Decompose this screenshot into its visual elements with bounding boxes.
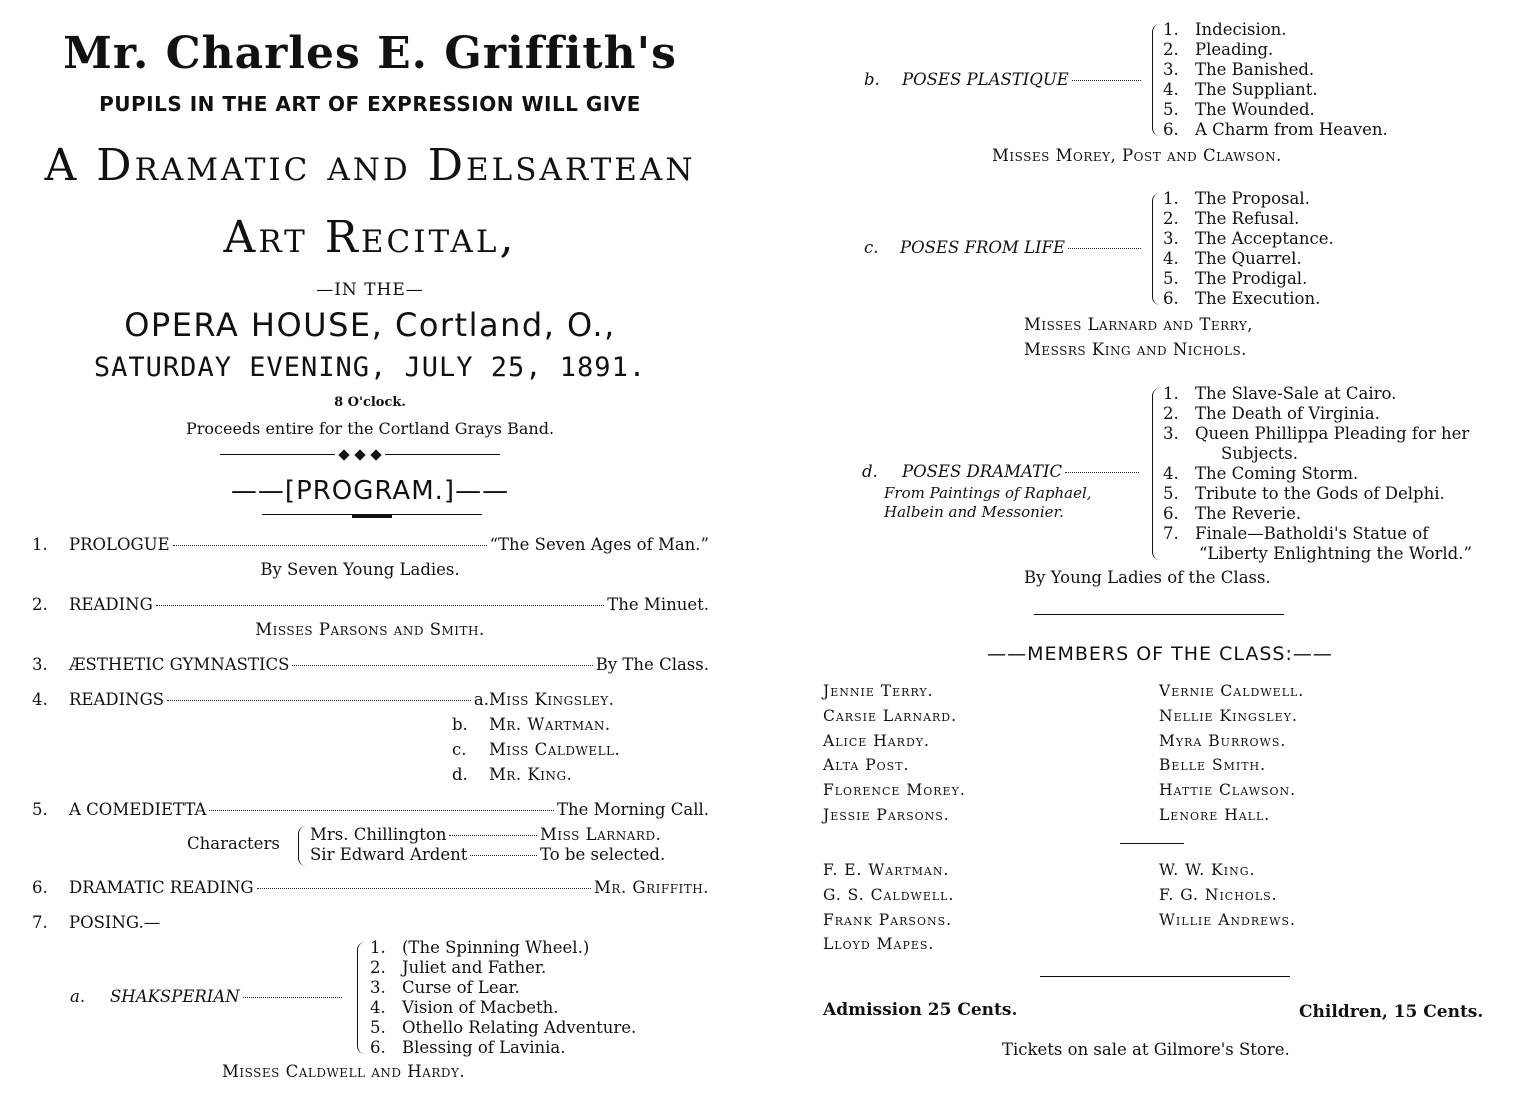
character-role-row <box>310 845 540 864</box>
pose-text: Blessing of Lavinia. <box>402 1038 566 1057</box>
item-number: 3. <box>32 655 48 674</box>
reading-name: Mr. Wartman. <box>489 715 611 734</box>
pose-text: Juliet and Father. <box>402 958 547 977</box>
member-name: Belle Smith. <box>1159 756 1267 775</box>
pose-source-note: From Paintings of Raphael, <box>884 484 1092 502</box>
reading-letter: b. <box>452 715 468 734</box>
item-number: 1. <box>32 535 48 554</box>
pose-num: 1. <box>1163 20 1179 39</box>
pose-item <box>1163 504 1472 524</box>
character-actor: To be selected. <box>540 845 666 864</box>
reading-name: Mr. King. <box>489 765 573 784</box>
character-role: Mrs. Chillington <box>310 825 447 844</box>
pose-item <box>370 978 636 998</box>
item-value: Mr. Griffith. <box>594 878 709 897</box>
pose-num: 6. <box>1163 120 1179 139</box>
pose-num <box>1189 444 1221 464</box>
pose-num: 6. <box>370 1038 386 1057</box>
pose-item <box>1163 60 1388 80</box>
program-item-3 <box>69 655 709 674</box>
reading-name: Miss Kingsley. <box>489 690 615 709</box>
pose-item <box>370 1018 636 1038</box>
reading-name: Miss Caldwell. <box>489 740 621 759</box>
program-heading: ——[PROGRAM.]—— <box>230 476 510 506</box>
character-actor: Miss Larnard. <box>540 825 662 844</box>
pose-item <box>1163 20 1388 40</box>
pose-text: The Slave-Sale at Cairo. <box>1195 384 1397 403</box>
pose-performers: Messrs King and Nichols. <box>1024 340 1247 359</box>
pose-group-title-text: POSES FROM LIFE <box>900 238 1066 257</box>
member-name: Carsie Larnard. <box>823 706 958 725</box>
pose-performers: Misses Caldwell and Hardy. <box>222 1062 466 1081</box>
divider <box>1040 976 1290 977</box>
item-label: POSING.— <box>69 913 161 932</box>
venue: OPERA HOUSE, Cortland, O., <box>124 306 616 344</box>
item-number: 5. <box>32 800 48 819</box>
member-name: Hattie Clawson. <box>1159 781 1297 800</box>
item-number: 6. <box>32 878 48 897</box>
pose-text: Indecision. <box>1195 20 1287 39</box>
item-number: 4. <box>32 690 48 709</box>
member-name: Lloyd Mapes. <box>823 935 935 954</box>
pose-letter: d. <box>862 462 878 481</box>
pose-text: The Banished. <box>1195 60 1315 79</box>
pose-group-title-text: SHAKSPERIAN <box>110 987 240 1006</box>
member-name: Jessie Parsons. <box>823 805 950 824</box>
pose-list <box>1163 189 1334 309</box>
characters-label: Characters <box>187 834 280 853</box>
pose-num: 3. <box>1163 60 1179 79</box>
pose-num: 1. <box>1163 189 1179 208</box>
pose-item <box>1163 229 1334 249</box>
pose-text: Othello Relating Adventure. <box>402 1018 637 1037</box>
pose-item <box>1163 524 1472 544</box>
pose-text: The Reverie. <box>1195 504 1302 523</box>
pose-item <box>370 998 636 1018</box>
admission-price: Admission 25 Cents. <box>823 1000 1018 1020</box>
pose-num: 3. <box>1163 424 1179 443</box>
pose-item <box>1163 484 1472 504</box>
pose-group-title <box>900 238 1144 257</box>
pose-letter: c. <box>864 238 879 257</box>
member-name: F. G. Nichols. <box>1159 885 1278 904</box>
member-name: Lenore Hall. <box>1159 805 1271 824</box>
member-name: Alta Post. <box>823 756 910 775</box>
member-name: W. W. King. <box>1159 861 1256 879</box>
characters-brace <box>298 826 307 866</box>
pose-text: The Execution. <box>1195 289 1321 308</box>
item-value: “The Seven Ages of Man.” <box>489 535 709 554</box>
pose-performers: By Young Ladies of the Class. <box>1024 568 1271 587</box>
pose-num: 2. <box>1163 40 1179 59</box>
item-value: By The Class. <box>595 655 709 674</box>
in-the-line: —IN THE— <box>316 280 424 300</box>
pose-num: 7. <box>1163 524 1179 543</box>
pose-num: 4. <box>1163 249 1179 268</box>
pose-list <box>1163 20 1388 140</box>
pose-num: 2. <box>370 958 386 977</box>
member-name: Frank Parsons. <box>823 910 953 929</box>
pose-text: The Suppliant. <box>1195 80 1318 99</box>
item-label: PROLOGUE <box>69 535 170 554</box>
pose-num: 5. <box>1163 100 1179 119</box>
pose-text: The Wounded. <box>1195 100 1315 119</box>
pose-text: Queen Phillippa Pleading for her <box>1195 424 1470 443</box>
pose-letter: a. <box>70 987 86 1006</box>
program-underline-bar <box>352 514 392 518</box>
pose-brace <box>1152 193 1161 305</box>
item-label: READINGS <box>69 690 165 709</box>
right-page <box>770 0 1535 1110</box>
program-item-6 <box>69 878 709 897</box>
character-role: Sir Edward Ardent <box>310 845 468 864</box>
pose-num: 3. <box>370 978 386 997</box>
item-value: The Morning Call. <box>557 800 709 819</box>
pose-list <box>1163 384 1472 564</box>
item-value: The Minuet. <box>607 595 709 614</box>
item-performers: Misses Parsons and Smith. <box>255 620 485 639</box>
item-performers: By Seven Young Ladies. <box>260 560 460 579</box>
proceeds-note: Proceeds entire for the Cortland Grays Band. <box>185 419 555 438</box>
children-price: Children, 15 Cents. <box>1299 1002 1484 1022</box>
pose-item <box>1163 40 1388 60</box>
event-date: SATURDAY EVENING, JULY 25, 1891. <box>93 352 647 383</box>
program-item-4 <box>69 690 489 709</box>
pose-text: Vision of Macbeth. <box>402 998 559 1017</box>
member-name: Myra Burrows. <box>1159 731 1287 750</box>
pose-item <box>1163 384 1472 404</box>
pose-item <box>370 1038 636 1058</box>
event-title-line1: A Dramatic and Delsartean <box>44 140 696 191</box>
pose-group-title <box>902 462 1142 481</box>
pose-num: 1. <box>1163 384 1179 403</box>
member-name: Florence Morey. <box>823 781 966 800</box>
pose-item <box>1163 189 1334 209</box>
pose-text: Subjects. <box>1221 444 1298 463</box>
program-item-2 <box>69 595 709 614</box>
pose-num: 4. <box>1163 80 1179 99</box>
pose-group-title-text: POSES PLASTIQUE <box>902 70 1069 89</box>
pose-item <box>1163 100 1388 120</box>
pose-performers: Misses Morey, Post and Clawson. <box>992 146 1282 165</box>
in-the-text: IN THE <box>334 280 406 300</box>
tickets-note: Tickets on sale at Gilmore's Store. <box>1002 1040 1290 1059</box>
pose-text: Finale—Batholdi's Statue of <box>1195 524 1429 543</box>
pose-brace <box>1152 388 1161 560</box>
page-title: Mr. Charles E. Griffith's <box>63 28 677 79</box>
pose-num: 4. <box>370 998 386 1017</box>
member-name: Alice Hardy. <box>823 731 930 750</box>
pose-num: 5. <box>370 1018 386 1037</box>
pose-item <box>370 938 636 958</box>
pose-group-title <box>902 70 1144 89</box>
pose-text: The Prodigal. <box>1195 269 1308 288</box>
members-heading-text: MEMBERS OF THE CLASS: <box>1027 643 1293 665</box>
left-page <box>0 0 760 1110</box>
pose-item <box>1163 544 1472 564</box>
pose-text: A Charm from Heaven. <box>1195 120 1388 139</box>
pose-item <box>1163 80 1388 100</box>
pose-text: The Death of Virginia. <box>1195 404 1380 423</box>
pose-num: 6. <box>1163 504 1179 523</box>
pose-num: 1. <box>370 938 386 957</box>
pose-num: 2. <box>1163 404 1179 423</box>
pose-item <box>1163 424 1472 444</box>
reading-letter: d. <box>452 765 468 784</box>
pose-item <box>1163 289 1334 309</box>
pose-item <box>1163 444 1472 464</box>
members-ladies-left <box>823 679 966 828</box>
member-name: Willie Andrews. <box>1159 910 1296 929</box>
pose-item <box>1163 249 1334 269</box>
pose-item <box>1163 404 1472 424</box>
pose-text: The Refusal. <box>1195 209 1300 228</box>
members-ladies-right <box>1159 679 1304 828</box>
item-label: READING <box>69 595 153 614</box>
event-time: 8 O'clock. <box>334 395 406 410</box>
pose-num: 5. <box>1163 269 1179 288</box>
event-title-line2: Art Recital, <box>223 212 517 263</box>
reading-letter: c. <box>452 740 467 759</box>
ornament-divider <box>220 448 500 462</box>
member-name: Jennie Terry. <box>823 682 934 700</box>
item-label: ÆSTHETIC GYMNASTICS <box>69 655 290 674</box>
pose-num: 6. <box>1163 289 1179 308</box>
pose-text: Tribute to the Gods of Delphi. <box>1195 484 1445 503</box>
pose-item <box>1163 464 1472 484</box>
member-name: G. S. Caldwell. <box>823 885 955 904</box>
pose-performers: Misses Larnard and Terry, <box>1024 315 1253 334</box>
pose-letter: b. <box>864 70 880 89</box>
program-item-5 <box>69 800 709 819</box>
pose-num: 3. <box>1163 229 1179 248</box>
program-item-1 <box>69 535 709 554</box>
pose-source-note: Halbein and Messonier. <box>884 503 1064 521</box>
pose-list <box>370 938 636 1058</box>
pose-group-title <box>110 987 345 1006</box>
pose-text: (The Spinning Wheel.) <box>402 938 590 957</box>
member-name: Vernie Caldwell. <box>1159 682 1305 700</box>
pose-item <box>370 958 636 978</box>
pose-item <box>1163 269 1334 289</box>
pose-item <box>1163 209 1334 229</box>
pose-brace <box>357 942 366 1054</box>
pose-text: Curse of Lear. <box>402 978 520 997</box>
short-divider <box>1120 843 1184 844</box>
pose-text: The Acceptance. <box>1195 229 1334 248</box>
pose-brace <box>1152 24 1161 136</box>
pose-num: 4. <box>1163 464 1179 483</box>
pose-num <box>1167 544 1199 564</box>
pose-num: 2. <box>1163 209 1179 228</box>
pose-text: The Proposal. <box>1195 189 1310 208</box>
member-name: Nellie Kingsley. <box>1159 706 1298 725</box>
reading-letter: a. <box>473 690 489 709</box>
divider <box>1034 614 1284 615</box>
pose-item <box>1163 120 1388 140</box>
character-role-row <box>310 825 540 844</box>
item-number: 2. <box>32 595 48 614</box>
pose-text: The Coming Storm. <box>1195 464 1359 483</box>
pose-num: 5. <box>1163 484 1179 503</box>
item-label: DRAMATIC READING <box>69 878 254 897</box>
program-heading-text: [PROGRAM.] <box>284 476 456 506</box>
item-label: A COMEDIETTA <box>69 800 207 819</box>
pose-group-title-text: POSES DRAMATIC <box>902 462 1063 481</box>
members-heading: ——MEMBERS OF THE CLASS:—— <box>987 643 1333 665</box>
pose-text: The Quarrel. <box>1195 249 1302 268</box>
members-men-right <box>1159 858 1296 932</box>
member-name: F. E. Wartman. <box>823 861 950 879</box>
pose-text: “Liberty Enlightning the World.” <box>1199 544 1472 563</box>
subtitle: PUPILS IN THE ART OF EXPRESSION WILL GIVE <box>99 92 641 116</box>
pose-text: Pleading. <box>1195 40 1274 59</box>
members-men-left <box>823 858 954 957</box>
item-number: 7. <box>32 913 48 932</box>
